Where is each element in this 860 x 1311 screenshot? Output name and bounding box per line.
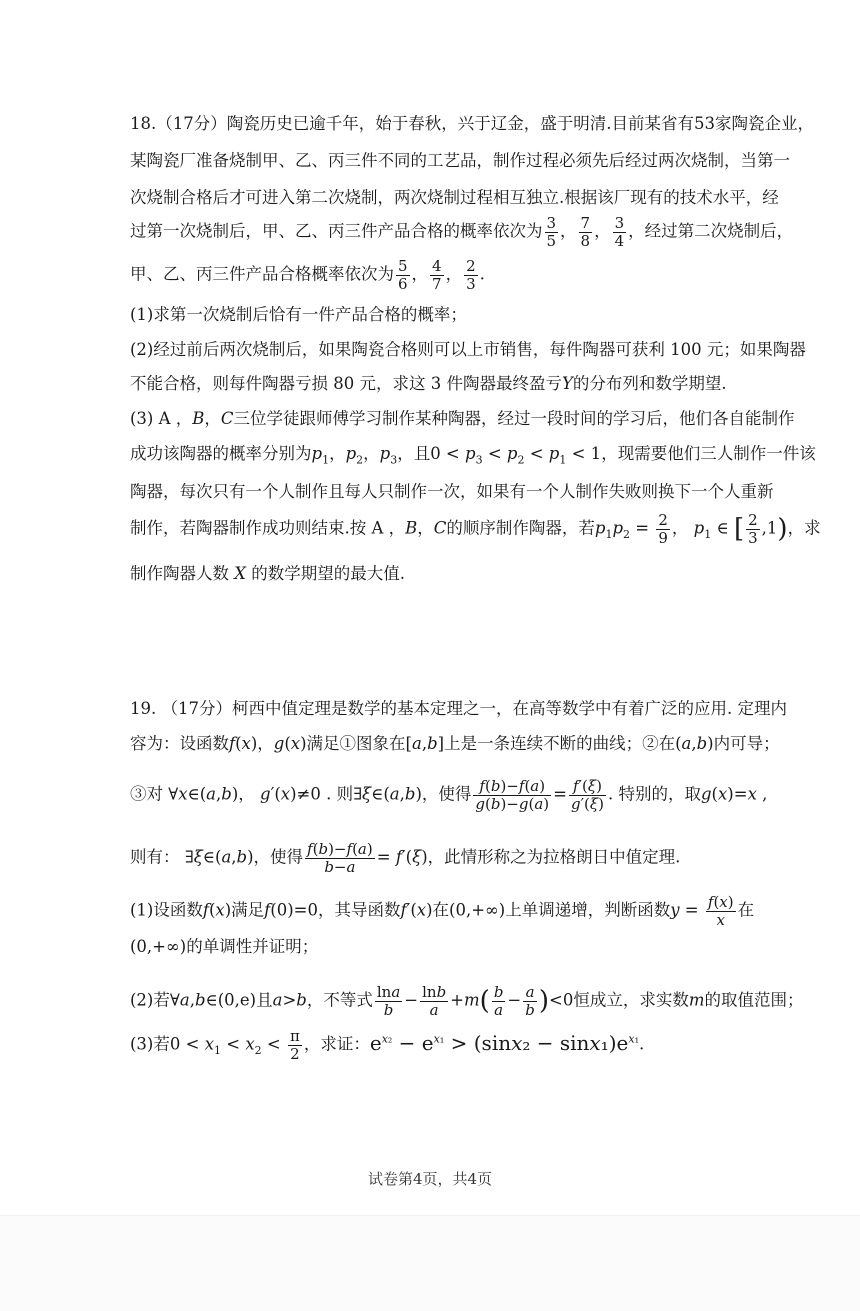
fraction: $\frac{3}{5}$ [546,214,557,250]
fraction: $\frac{2}{9}$ [658,511,668,547]
q19-part-3: (3)若$0 < x_1 < x_2$ < $\frac{\pi}{2}$ ，求证：$e^{x_2} - e^{x_1} > (\sin x_2 - \sin x_1)e^{x_1}$. [130,1027,645,1063]
fraction: $\frac{4}{7}$ [432,257,442,293]
bottom-margin [0,1215,860,1311]
fraction: $\frac{f(x)}{x}$ [707,893,734,929]
page-footer: 试卷第4页，共4页 [367,1170,493,1188]
q19-part-2: (2)若∀a,b∈(0,e)且a>b，不等式 $\frac{\ln a}{b}$ − $\frac{\ln b}{a}$ +m( $\frac{b}{a}$ − $\frac{a}{b}$ )<0恒成立，求实数m的取值范围； [130,983,804,1019]
fraction: $\frac{\pi}{2}$ [289,1027,300,1063]
q18-part-3d: 制作，若陶器制作成功则结束.按 A ，B，C的顺序制作陶器，若$p_1p_2$ = $\frac{2}{9}$ ， $p_1$ ∈ [ $\frac{2}{3}$ ,1)，求 [130,511,821,547]
q18-part-1: (1)求第一次烧制后恰有一件产品合格的概率； [130,305,467,324]
fraction: $\frac{b}{a}$ [493,983,504,1019]
fraction: $\frac{2}{3}$ [748,511,758,547]
q18-line-5: 甲、乙、丙三件产品合格概率依次为 $\frac{5}{6}$ ， $\frac{4}{7}$ ， $\frac{2}{3}$ . [130,257,485,293]
q18-part-3c: 陶器，每次只有一个人制作且每人只制作一次，如果有一个人制作失败则换下一个人重新 [130,482,774,501]
q19-line-2: 容为：设函数f(x)，g(x)满足①图象在[a,b]上是一条连续不断的曲线；②在(a,b)内可导； [130,734,780,753]
q18-part-3b: 成功该陶器的概率分别为$p_1$，$p_2$，$p_3$，且$0 < p_3 < p_2 < p_1 < 1$，现需要他们三人制作一件该 [130,444,816,467]
q18-line-2: 某陶瓷厂准备烧制甲、乙、丙三件不同的工艺品，制作过程必须先后经过两次烧制，当第一 [130,151,790,170]
fraction: $\frac{a}{b}$ [525,983,535,1019]
fraction: $\frac{\ln b}{a}$ [422,983,447,1019]
fraction: $\frac{7}{8}$ [580,214,591,250]
fraction: $\frac{f(b)-f(a)}{g(b)-g(a)}$ [475,777,550,813]
q19-part-1: (1)设函数f(x)满足f(0)=0，其导函数f′(x)在(0,+∞)上单调递增，判断函数y = $\frac{f(x)}{x}$ 在 [130,893,755,929]
fraction: $\frac{f'(\xi)}{g'(\xi)}$ [570,777,604,813]
q18-line-1: 18.（17分）陶瓷历史已逾千年，始于春秋，兴于辽金，盛于明清.目前某省有53家陶瓷企业， [130,114,814,133]
q18-part-3e: 制作陶器人数 X 的数学期望的最大值. [130,564,405,583]
q19-line-4: 则有： ∃ξ∈(a,b)，使得 $\frac{f(b)-f(a)}{b-a}$ = f′(ξ)，此情形称之为拉格朗日中值定理. [130,840,681,876]
q18-line-4: 过第一次烧制后，甲、乙、丙三件产品合格的概率依次为 $\frac{3}{5}$ ， $\frac{7}{8}$ ， $\frac{3}{4}$ ，经过第二次烧制后， [130,214,794,250]
q18-line-3: 次烧制合格后才可进入第二次烧制，两次烧制过程相互独立.根据该厂现有的技术水平，经 [130,188,779,207]
q18-part-3a: (3) A ，B，C三位学徒跟师傅学习制作某种陶器，经过一段时间的学习后，他们各自能制作 [130,409,795,428]
q19-line-3: ③对 ∀x∈(a,b)， g′(x)≠0 . 则∃ξ∈(a,b)，使得 $\frac{f(b)-f(a)}{g(b)-g(a)}$ = $\frac{f'(\xi)}{g'(\xi)}$ . 特别的，取g(x)=x , [130,777,768,813]
fraction: $\frac{5}{6}$ [398,257,408,293]
q18-part-2b: 不能合格，则每件陶器亏损 80 元，求这 3 件陶器最终盈亏Y的分布列和数学期望. [130,374,727,393]
q19-part-1b: (0,+∞)的单调性并证明； [130,937,319,956]
fraction: $\frac{2}{3}$ [466,257,476,293]
fraction: $\frac{3}{4}$ [614,214,625,250]
fraction: $\frac{\ln a}{b}$ [376,983,401,1019]
fraction: $\frac{f(b)-f(a)}{b-a}$ [307,840,373,876]
q19-line-1: 19. （17分）柯西中值定理是数学的基本定理之一，在高等数学中有着广泛的应用. 定理内 [130,699,787,718]
q18-part-2a: (2)经过前后两次烧制后，如果陶瓷合格则可以上市销售，每件陶器可获利 100 元；如果陶器 [130,340,806,359]
